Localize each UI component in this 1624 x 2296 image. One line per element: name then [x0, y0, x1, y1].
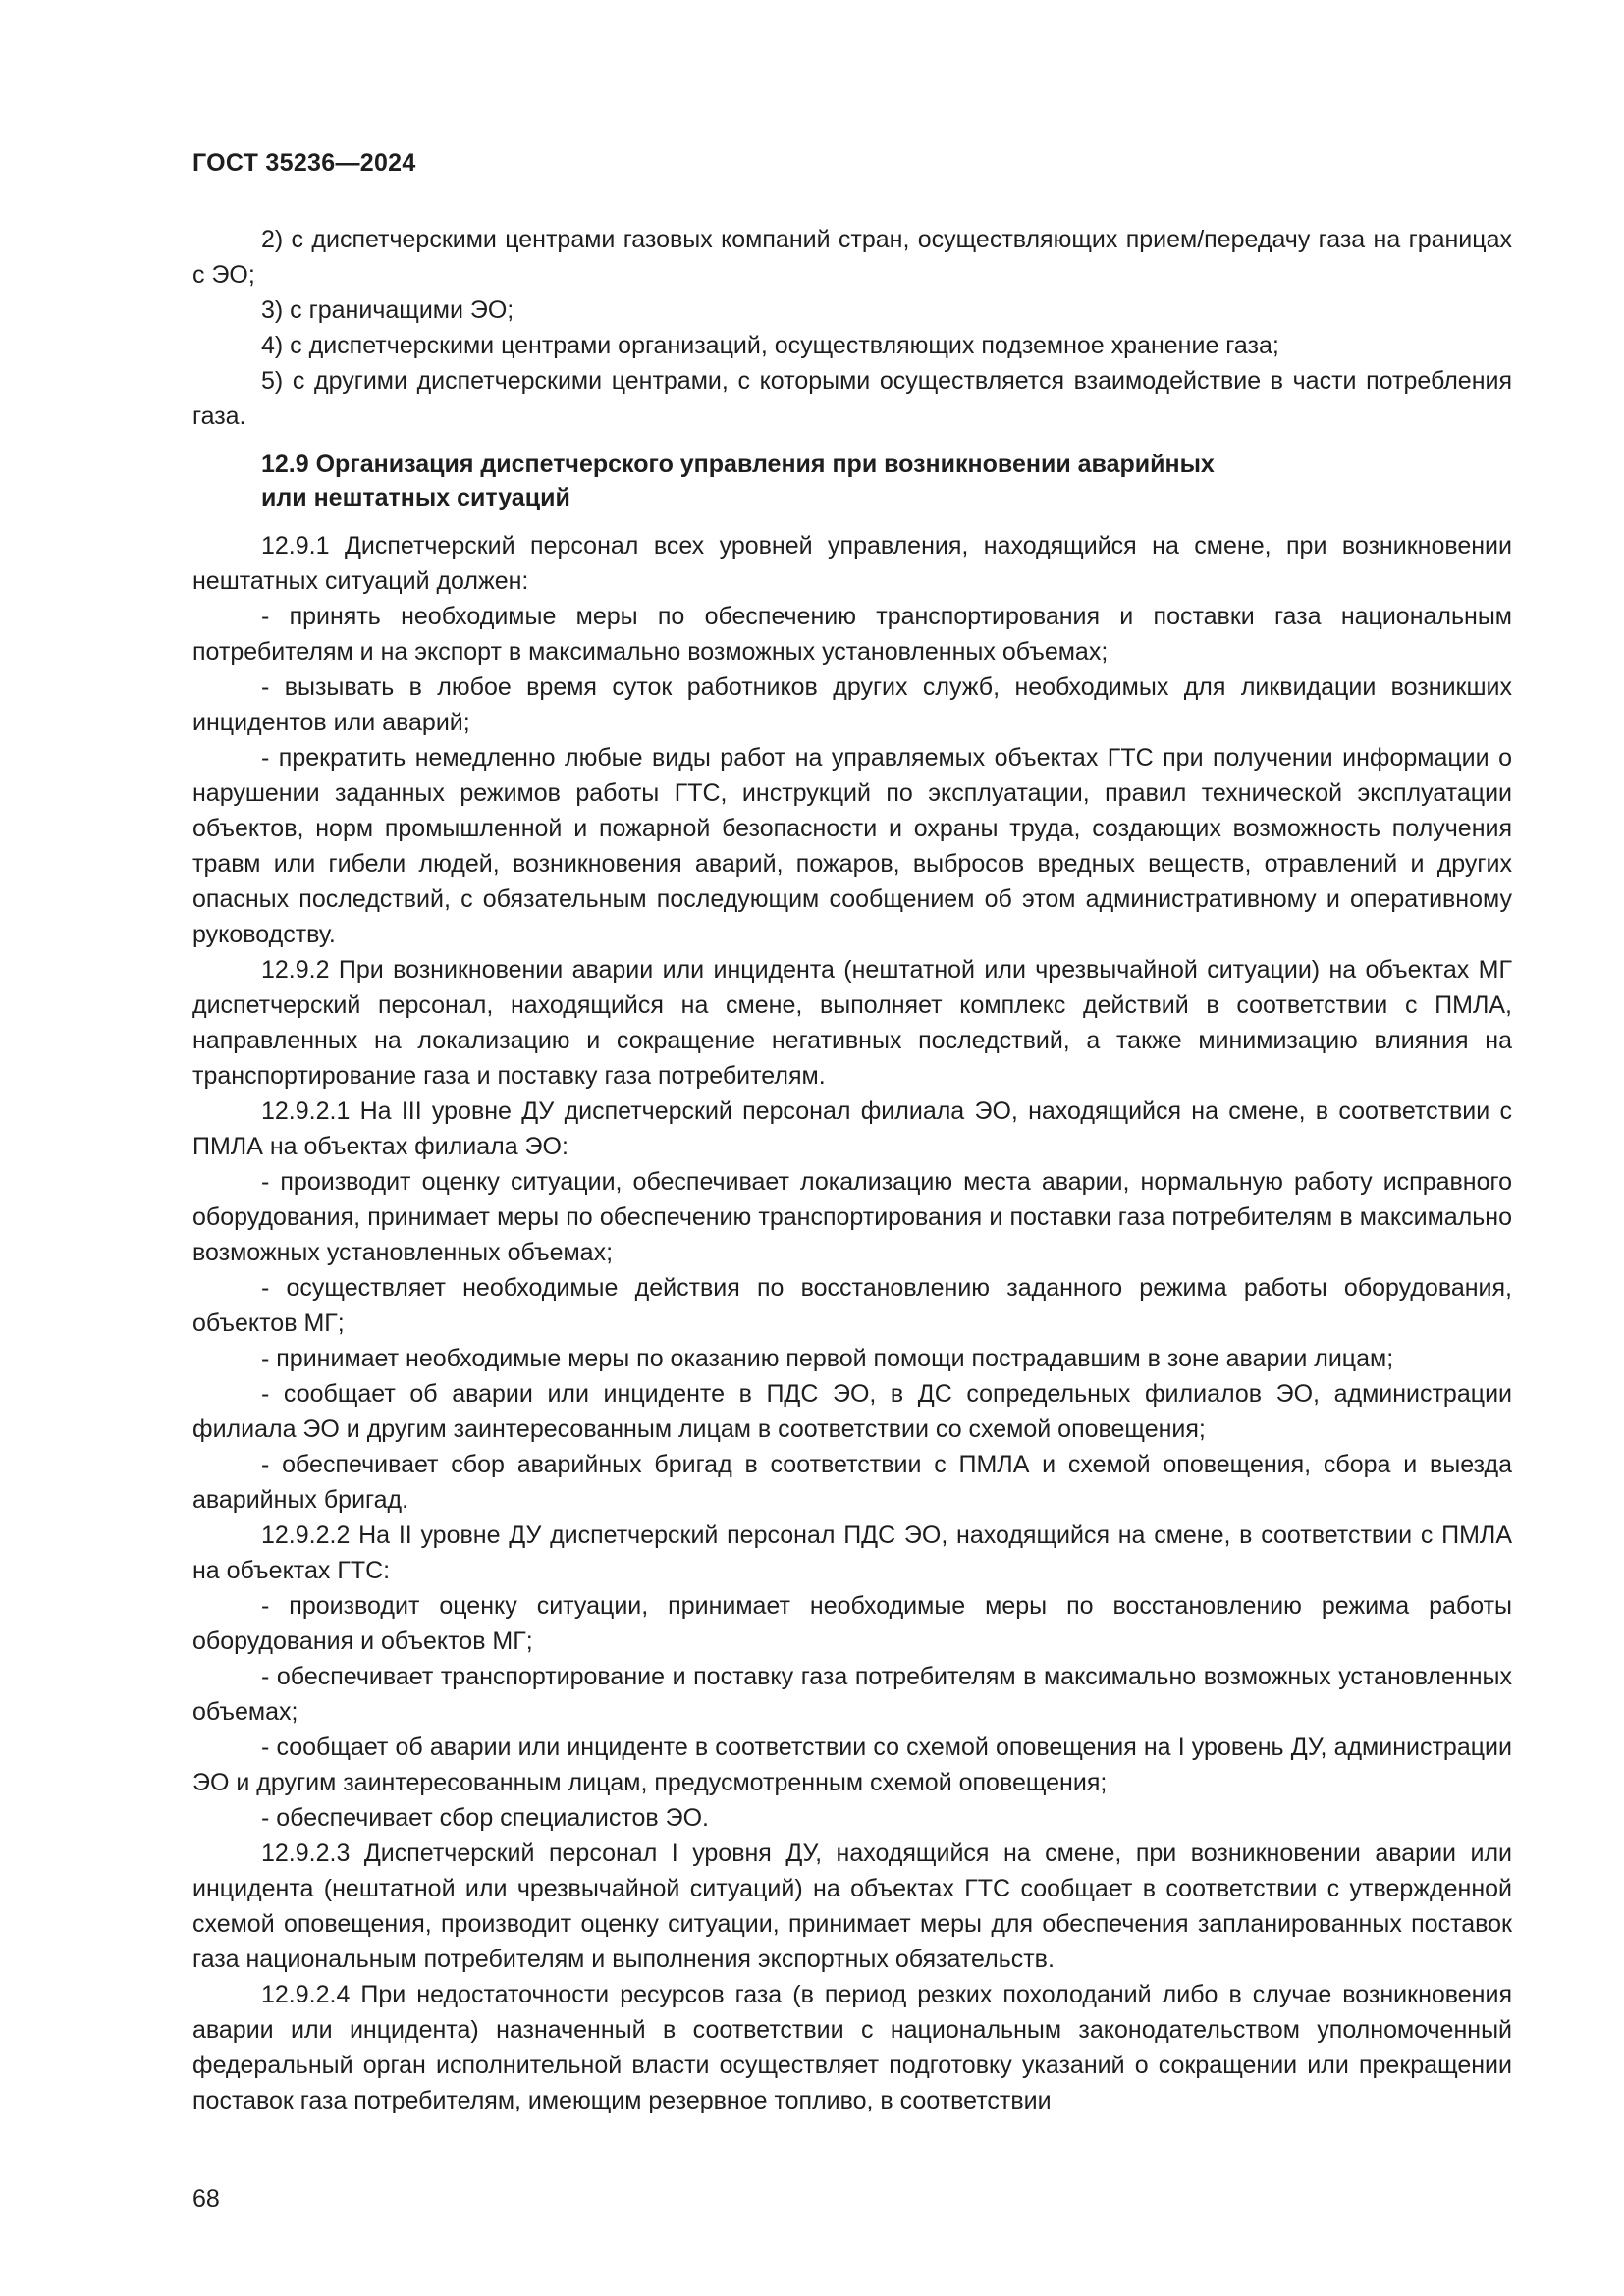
section-heading [261, 448, 1512, 514]
list-item: - принимает необходимые меры по оказанию первой помощи пострадавшим в зоне аварии лицам; [261, 1345, 1394, 1372]
list-item: - сообщает об аварии или инциденте в ПДС ЭО, в ДС сопредельных филиалов ЭО, администрации филиала ЭО и другим заинтересованным лицам в соответствии со схемой оповещения; [192, 1380, 1512, 1443]
paragraph-12-9-2-1: 12.9.2.1 На III уровне ДУ диспетчерский персонал филиала ЭО, находящийся на смене, в соответствии с ПМЛА на объектах филиала ЭО: [192, 1097, 1512, 1160]
paragraph-12-9-2-3: 12.9.2.3 Диспетчерский персонал I уровня ДУ, находящийся на смене, при возникновении аварии или инцидента (нештатной или чрезвычайной ситуаций) на объектах ГТС сообщает в соответствии с утвержденной схемой оповещения, производит оценку ситуации, принимает меры для обеспечения запланированных поставок газа национальным потребителям и выполнения экспортных обязательств. [192, 1840, 1512, 1973]
paragraph-12-9-2-4: 12.9.2.4 При недостаточности ресурсов газа (в период резких похолоданий либо в случае возникновения аварии или инцидента) назначенный в соответствии с национальным законодательством уполномоченный федеральный орган исполнительной власти осуществляет подготовку указаний о сокращении или прекращении поставок газа потребителям, имеющим резервное топливо, в соответствии [192, 1981, 1512, 2114]
list-item: - производит оценку ситуации, принимает необходимые меры по восстановлению режима работы оборудования и объектов МГ; [192, 1592, 1512, 1655]
list-item: - производит оценку ситуации, обеспечивает локализацию места аварии, нормальную работу исправного оборудования, принимает меры по обеспечению транспортирования и поставки газа потребителям в максимально возможных установленных объемах; [192, 1168, 1512, 1266]
document-body [192, 222, 1512, 2118]
paragraph-12-9-1: 12.9.1 Диспетчерский персонал всех уровней управления, находящийся на смене, при возникновении нештатных ситуаций должен: [192, 532, 1512, 595]
section-heading-line: 12.9 Организация диспетчерского управления при возникновении аварийных [261, 451, 1215, 478]
section-heading-line: или нештатных ситуаций [261, 484, 570, 511]
list-item: - обеспечивает сбор специалистов ЭО. [261, 1804, 710, 1832]
list-item: - обеспечивает сбор аварийных бригад в соответствии с ПМЛА и схемой оповещения, сбора и выезда аварийных бригад. [192, 1451, 1512, 1514]
page-number: 68 [192, 2185, 220, 2213]
list-item: - прекратить немедленно любые виды работ на управляемых объектах ГТС при получении информации о нарушении заданных режимов работы ГТС, инструкций по эксплуатации, правил технической эксплуатации объектов, норм промышленной и пожарной безопасности и охраны труда, создающих возможность получения травм или гибели людей, возникновения аварий, пожаров, выбросов вредных веществ, отравлений и других опасных последствий, с обязательным последующим сообщением об этом административному и оперативному руководству. [192, 744, 1512, 948]
list-item: - сообщает об аварии или инциденте в соответствии со схемой оповещения на I уровень ДУ, администрации ЭО и другим заинтересованным лицам, предусмотренным схемой оповещения; [192, 1734, 1512, 1796]
paragraph: 3) с граничащими ЭО; [261, 296, 514, 324]
page-header-doc-id: ГОСТ 35236—2024 [192, 149, 416, 177]
list-item: - вызывать в любое время суток работников других служб, необходимых для ликвидации возникших инцидентов или аварий; [192, 673, 1512, 736]
paragraph-12-9-2: 12.9.2 При возникновении аварии или инцидента (нештатной или чрезвычайной ситуации) на объектах МГ диспетчерский персонал, находящийся на смене, выполняет комплекс действий в соответствии с ПМЛА, направленных на локализацию и сокращение негативных последствий, а также минимизацию влияния на транспортирование газа и поставку газа потребителям. [192, 956, 1512, 1090]
paragraph: 5) с другими диспетчерскими центрами, с которыми осуществляется взаимодействие в части потребления газа. [192, 367, 1512, 430]
paragraph: 4) с диспетчерскими центрами организаций, осуществляющих подземное хранение газа; [261, 332, 1279, 359]
paragraph-12-9-2-2: 12.9.2.2 На II уровне ДУ диспетчерский персонал ПДС ЭО, находящийся на смене, в соответствии с ПМЛА на объектах ГТС: [192, 1522, 1512, 1584]
list-item: - осуществляет необходимые действия по восстановлению заданного режима работы оборудования, объектов МГ; [192, 1274, 1512, 1337]
list-item: - обеспечивает транспортирование и поставку газа потребителям в максимально возможных установленных объемах; [192, 1663, 1512, 1726]
paragraph: 2) с диспетчерскими центрами газовых компаний стран, осуществляющих прием/передачу газа на границах с ЭО; [192, 226, 1512, 289]
list-item: - принять необходимые меры по обеспечению транспортирования и поставки газа национальным потребителям и на экспорт в максимально возможных установленных объемах; [192, 603, 1512, 666]
